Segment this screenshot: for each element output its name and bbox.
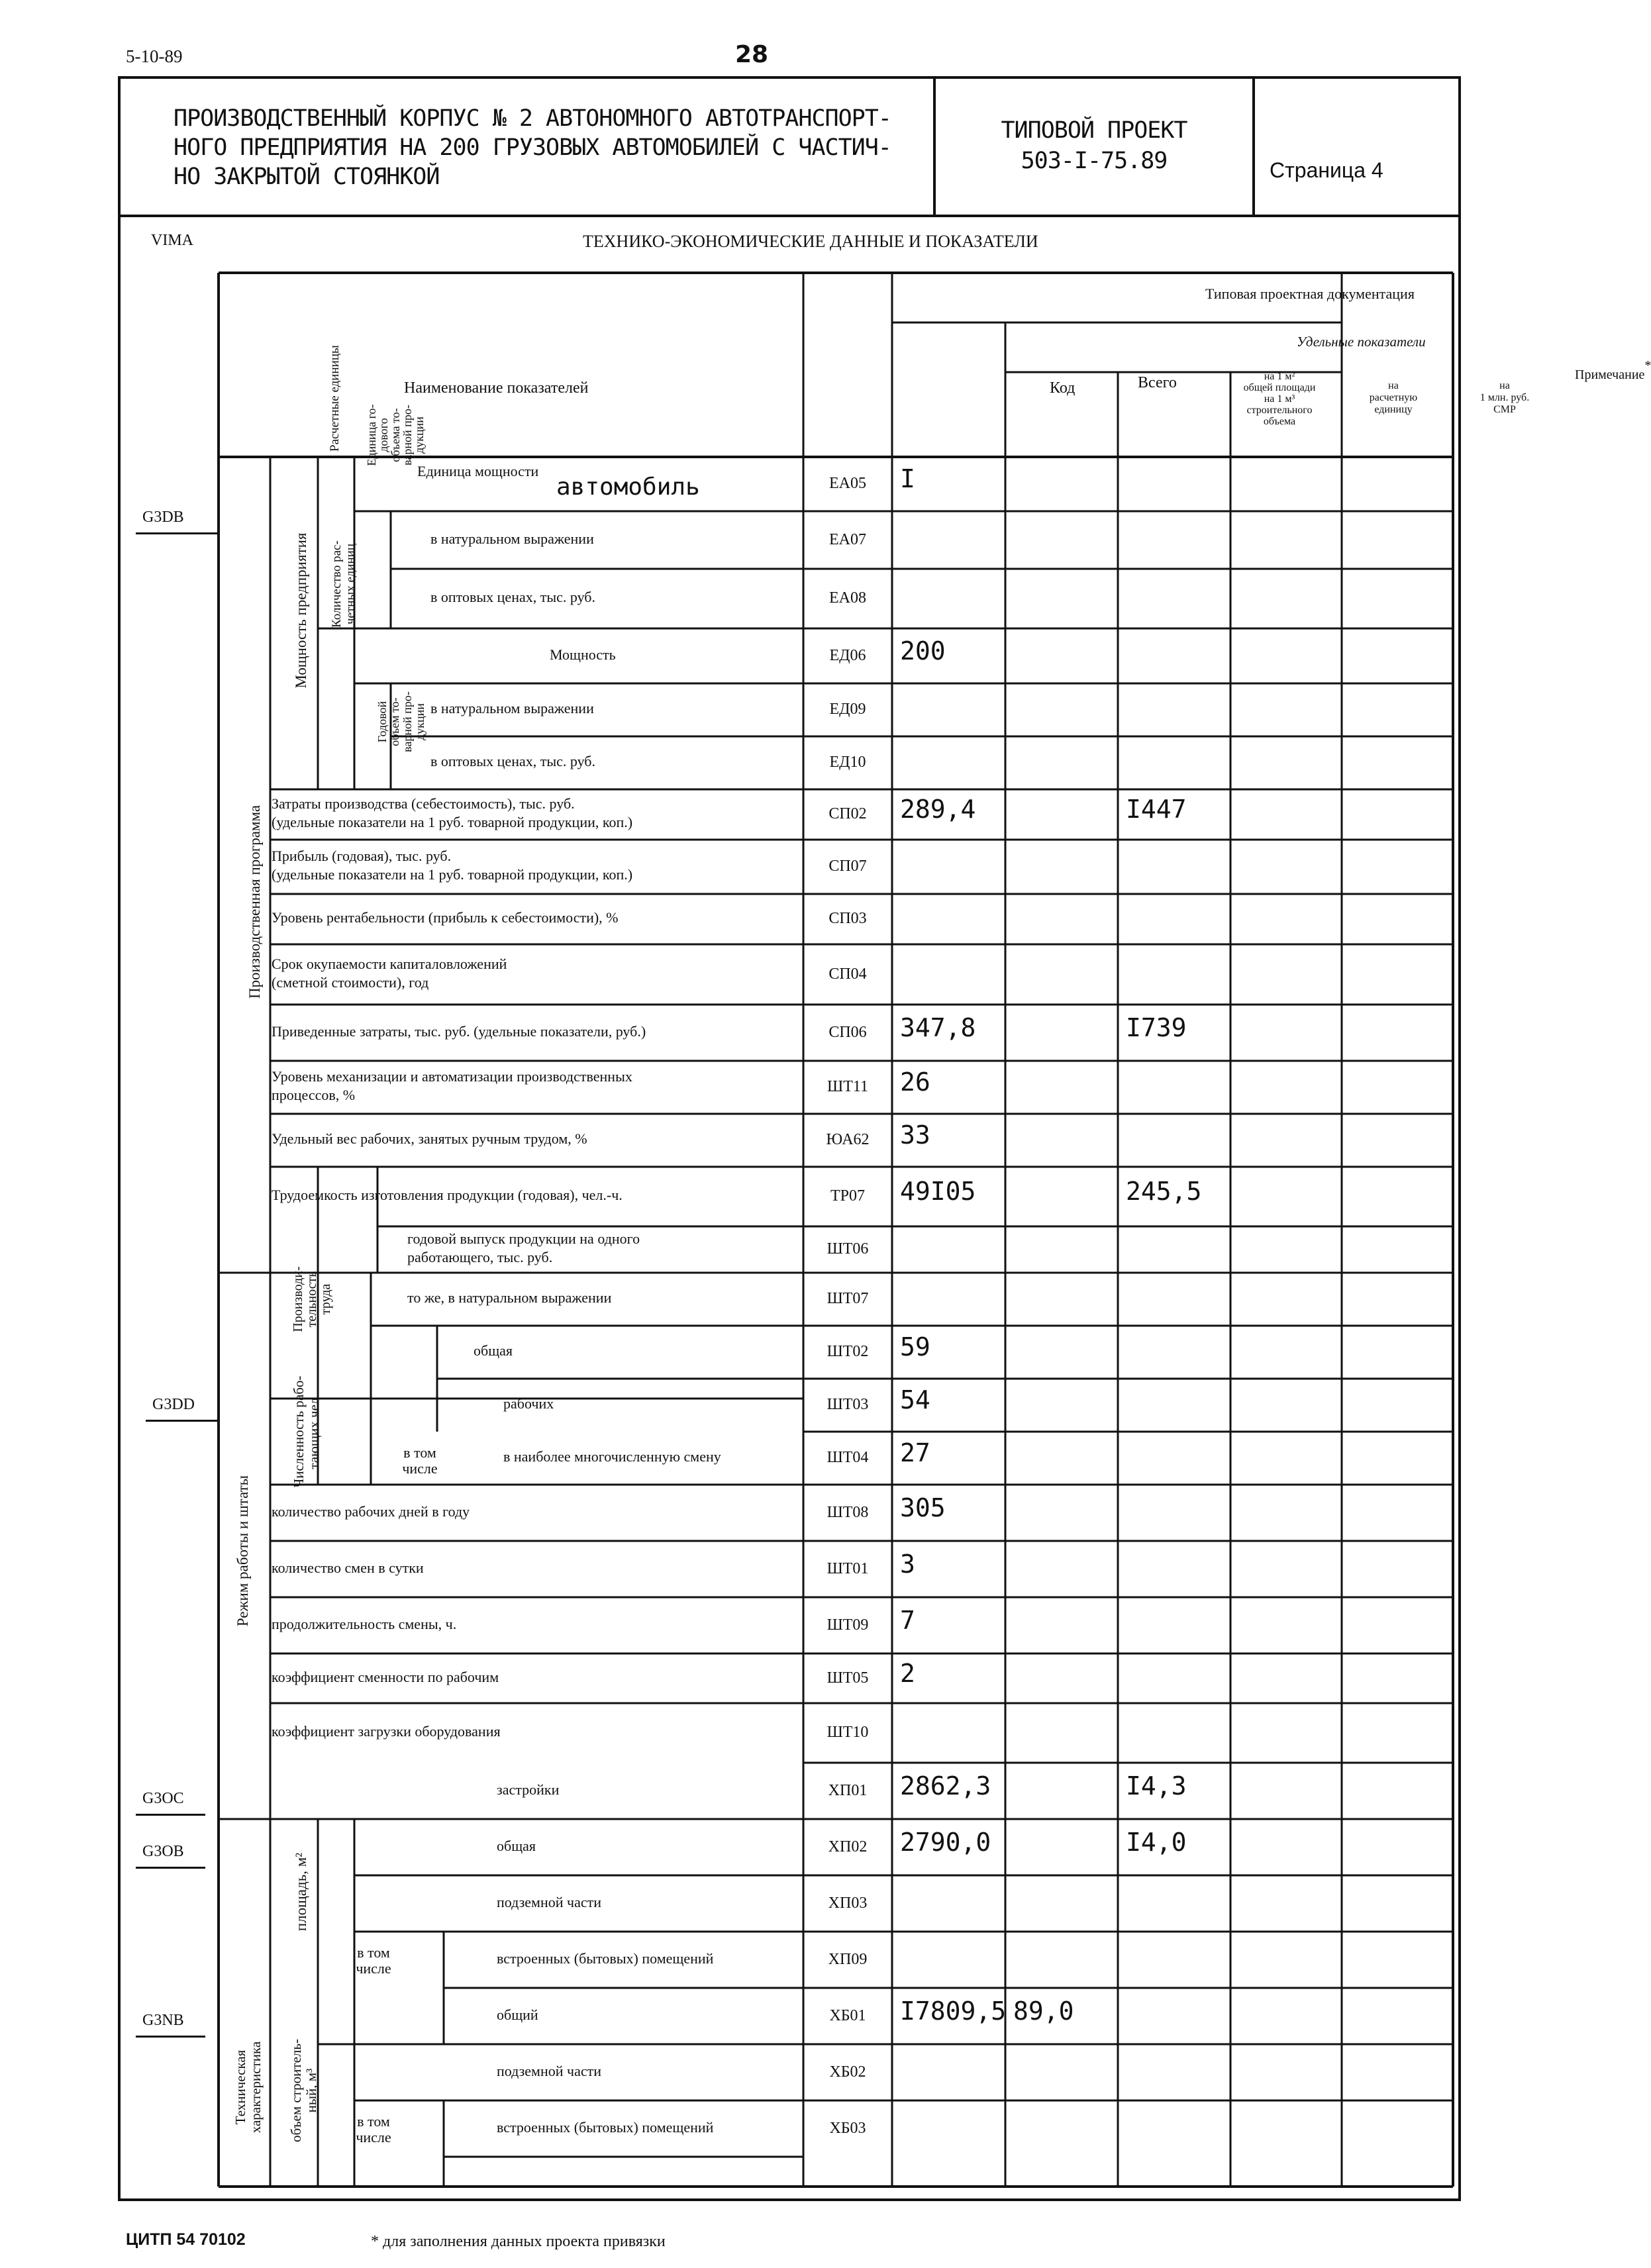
row-label: рабочих bbox=[503, 1395, 554, 1412]
row-code: ТР07 bbox=[830, 1187, 865, 1205]
row-code: СП06 bbox=[828, 1023, 867, 1041]
row-label: в натуральном выражении bbox=[430, 530, 594, 547]
row-label: в оптовых ценах, тыс. руб. bbox=[430, 589, 596, 605]
title-block bbox=[118, 76, 1461, 217]
doc-code: VIMA bbox=[151, 232, 193, 249]
row-total-value: 7 bbox=[900, 1605, 915, 1635]
row-total-value: 2790,0 bbox=[900, 1827, 991, 1857]
col-header-total: Всего bbox=[1138, 374, 1177, 391]
group-area: площадь, м² bbox=[293, 1852, 309, 1932]
row-label: встроенных (бытовых) помещений bbox=[497, 1949, 714, 1967]
row-label: коэффициент загрузки оборудования bbox=[272, 1723, 501, 1740]
section-marker: G3DD bbox=[152, 1396, 195, 1413]
title-cell bbox=[121, 79, 936, 215]
row-code: СП02 bbox=[828, 805, 867, 822]
handwritten-unit: автомобиль bbox=[556, 473, 700, 501]
group-work-mode: Режим работы и штаты bbox=[234, 1475, 251, 1627]
row-total-value: 305 bbox=[900, 1493, 946, 1522]
col-header-per-mln: на 1 млн. руб. СМР bbox=[1479, 380, 1530, 415]
row-code: ХБ01 bbox=[829, 2006, 866, 2024]
group-workers: Численность рабо- тающих чел. bbox=[291, 1375, 322, 1488]
row-label: общий bbox=[497, 2006, 538, 2023]
col-header-typical: Типовая проектная документация bbox=[1205, 285, 1415, 302]
row-total-value: 3 bbox=[900, 1549, 915, 1579]
row-total-value: I bbox=[900, 464, 915, 493]
col-header-code: Код bbox=[1050, 379, 1076, 397]
page-number: 28 bbox=[735, 41, 769, 68]
row-label: общая bbox=[497, 1837, 536, 1854]
row-label: в наиболее многочисленную смену bbox=[503, 1448, 721, 1465]
row-total-value: 27 bbox=[900, 1438, 930, 1467]
row-code: ШТ07 bbox=[826, 1290, 869, 1307]
row-per-unit-value: I447 bbox=[1126, 795, 1187, 824]
section-marker-line bbox=[136, 1814, 205, 1816]
row-label: встроенных (бытовых) помещений bbox=[497, 2118, 714, 2136]
row-total-value: 347,8 bbox=[900, 1012, 976, 1042]
row-label: подземной части bbox=[497, 2062, 602, 2079]
row-code: ШТ09 bbox=[826, 1616, 869, 1634]
row-code: ШТ10 bbox=[826, 1724, 869, 1741]
incl-label-area: в том числе bbox=[356, 1944, 391, 1977]
section-marker-line bbox=[146, 1420, 219, 1422]
row-total-value: 26 bbox=[900, 1067, 930, 1097]
row-total-value: 200 bbox=[900, 636, 946, 666]
row-code: ШТ05 bbox=[826, 1669, 869, 1687]
row-label: в натуральном выражении bbox=[430, 700, 594, 716]
row-code: ЕД06 bbox=[829, 646, 866, 664]
section-marker: G3OC bbox=[142, 1790, 184, 1807]
row-total-value: 2 bbox=[900, 1658, 915, 1688]
row-label: в оптовых ценах, тыс. руб. bbox=[430, 753, 596, 769]
row-total-value: 289,4 bbox=[900, 795, 976, 824]
project-label: ТИПОВОЙ ПРОЕКТ bbox=[1001, 117, 1187, 144]
row-code: СП07 bbox=[828, 858, 867, 875]
row-label: Уровень рентабельности (прибыль к себестоимости), % bbox=[272, 909, 619, 926]
section-marker-line bbox=[136, 1867, 205, 1869]
row-label: количество рабочих дней в году bbox=[272, 1503, 470, 1520]
col-header-per-m2: на 1 м² общей площади на 1 м³ строительного объема bbox=[1243, 371, 1316, 427]
group-technical: Техническая характеристика bbox=[232, 2041, 264, 2134]
row-label: количество смен в сутки bbox=[272, 1559, 424, 1576]
row-code: ШТ04 bbox=[826, 1449, 869, 1466]
col-header-note: Примечание* bbox=[1575, 358, 1651, 382]
row-code: ХП01 bbox=[828, 1781, 868, 1799]
row-code: ЕА08 bbox=[829, 589, 866, 607]
group-annual-volume: Годовой объем то- варной про- дукции bbox=[375, 691, 426, 752]
row-code: ХП02 bbox=[828, 1838, 868, 1855]
row-label: застройки bbox=[497, 1781, 560, 1798]
row-total-value: 33 bbox=[900, 1120, 930, 1150]
row-code: ШТ06 bbox=[826, 1240, 869, 1257]
group-labor-productivity: Производи- тельность труда bbox=[291, 1266, 333, 1332]
group-calc-units: Расчетные единицы bbox=[328, 345, 342, 452]
row-label: Трудоемкость изготовления продукции (годовая), чел.-ч. bbox=[272, 1187, 623, 1203]
row-label: годовой выпуск продукции на одного работающего, тыс. руб. bbox=[407, 1230, 640, 1265]
row-label: Прибыль (годовая), тыс. руб. (удельные показатели на 1 руб. товарной продукции, коп.) bbox=[272, 848, 633, 883]
row-label: продолжительность смены, ч. bbox=[272, 1615, 457, 1632]
print-date: 5-10-89 bbox=[126, 46, 183, 66]
row-label: подземной части bbox=[497, 1893, 602, 1910]
section-marker-line bbox=[136, 2036, 205, 2038]
row-code: ЕД09 bbox=[829, 701, 866, 718]
row-code: ШТ08 bbox=[826, 1503, 869, 1521]
row-label: Мощность bbox=[550, 646, 616, 663]
row-code: ХП03 bbox=[828, 1894, 868, 1912]
col-header-name: Наименование показателей bbox=[404, 379, 589, 397]
row-code: ХП09 bbox=[828, 1950, 868, 1968]
row-label: Уровень механизации и автоматизации производственных процессов, % bbox=[272, 1068, 632, 1103]
row-per-unit-value: I739 bbox=[1126, 1012, 1187, 1042]
row-total-value: 2862,3 bbox=[900, 1771, 991, 1800]
col-header-specific: Удельные показатели bbox=[1297, 334, 1426, 350]
section-marker: G3DB bbox=[142, 509, 184, 526]
row-total-value: 49I05 bbox=[900, 1177, 976, 1206]
row-total-value: I7809,5 bbox=[900, 1996, 1007, 2026]
section-marker: G3OB bbox=[142, 1843, 184, 1860]
group-production-program: Производственная программа bbox=[246, 805, 263, 999]
group-annual-unit: Единица го- дового объема то- варной про- дукции bbox=[365, 404, 426, 466]
row-code: ЕА07 bbox=[829, 530, 866, 548]
print-code: ЦИТП 54 70102 bbox=[126, 2230, 246, 2249]
row-per-unit-value: 245,5 bbox=[1126, 1177, 1202, 1206]
section-title: ТЕХНИКО-ЭКОНОМИЧЕСКИЕ ДАННЫЕ И ПОКАЗАТЕЛИ bbox=[583, 232, 1038, 251]
row-label: общая bbox=[474, 1342, 513, 1359]
row-code: ХБ03 bbox=[829, 2119, 866, 2137]
col-header-per-unit: на расчетную единицу bbox=[1369, 380, 1418, 415]
sheet-page-label: Страница 4 bbox=[1270, 158, 1383, 182]
project-number: 503-I-75.89 bbox=[1021, 148, 1168, 174]
row-label: Удельный вес рабочих, занятых ручным трудом, % bbox=[272, 1130, 587, 1147]
row-per-m2-value: 89,0 bbox=[1013, 1996, 1074, 2026]
section-marker: G3NB bbox=[142, 2012, 184, 2029]
row-label: Срок окупаемости капиталовложений (сметной стоимости), год bbox=[272, 955, 507, 991]
row-code: ШТ11 bbox=[827, 1078, 868, 1095]
row-label: Затраты производства (себестоимость), тыс. руб. (удельные показатели на 1 руб. товарной продукции, коп.) bbox=[272, 795, 633, 830]
incl-label-workers: в том числе bbox=[402, 1444, 438, 1477]
row-label: Единица мощности bbox=[417, 463, 539, 479]
row-label: коэффициент сменности по рабочим bbox=[272, 1668, 499, 1685]
row-code: ЕД10 bbox=[829, 754, 866, 771]
row-code: ХБ02 bbox=[829, 2063, 866, 2081]
footnote: * для заполнения данных проекта привязки bbox=[371, 2233, 666, 2250]
row-per-unit-value: I4,3 bbox=[1126, 1771, 1187, 1800]
row-label: то же, в натуральном выражении bbox=[407, 1289, 612, 1306]
row-per-unit-value: I4,0 bbox=[1126, 1827, 1187, 1857]
row-code: ЕА05 bbox=[829, 475, 866, 492]
row-code: ЮА62 bbox=[826, 1131, 870, 1148]
group-volume: объем строитель- ный, м³ bbox=[288, 2039, 319, 2142]
project-cell bbox=[936, 79, 1255, 215]
incl-label-volume: в том числе bbox=[356, 2113, 391, 2145]
section-marker-line bbox=[136, 532, 219, 534]
row-code: СП03 bbox=[828, 910, 867, 927]
group-qty-units: Количество рас- четных единиц bbox=[330, 540, 358, 628]
row-code: ШТ02 bbox=[826, 1343, 869, 1360]
row-total-value: 59 bbox=[900, 1332, 930, 1361]
row-code: ШТ01 bbox=[826, 1559, 869, 1577]
row-label: Приведенные затраты, тыс. руб. (удельные показатели, руб.) bbox=[272, 1022, 646, 1040]
row-code: ШТ03 bbox=[826, 1396, 869, 1413]
document-title: ПРОИЗВОДСТВЕННЫЙ КОРПУС № 2 АВТОНОМНОГО АВТОТРАНСПОРТ- НОГО ПРЕДПРИЯТИЯ НА 200 ГРУЗОВЫХ АВТОМОБИЛЕЙ С ЧАСТИЧ- НО ЗАКРЫТОЙ СТОЯНКОЙ bbox=[174, 105, 891, 190]
row-code: СП04 bbox=[828, 965, 867, 983]
group-capacity: Мощность предприятия bbox=[293, 532, 309, 689]
row-total-value: 54 bbox=[900, 1385, 930, 1414]
